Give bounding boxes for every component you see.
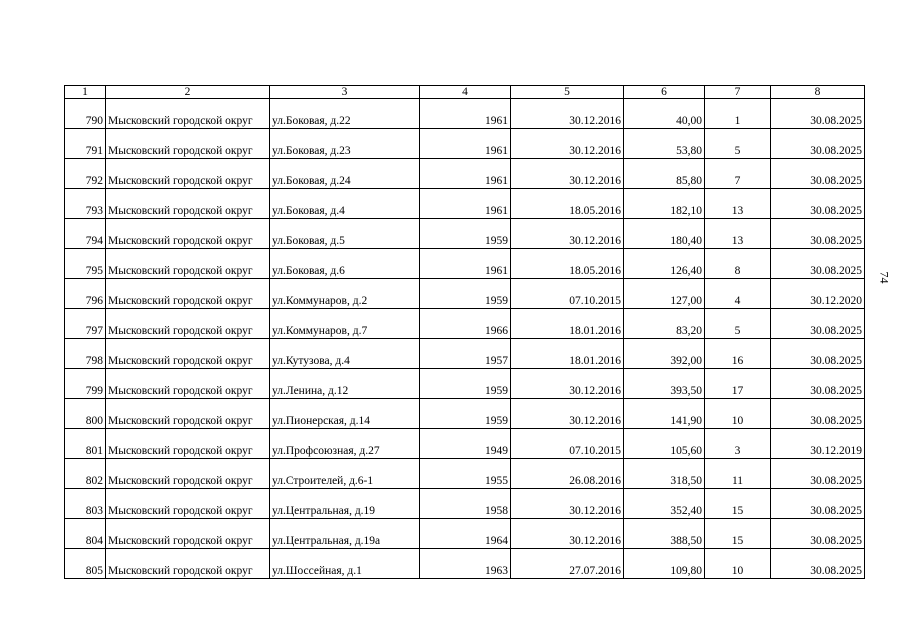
municipality-cell: Мысковский городской округ [106, 429, 270, 459]
area-cell: 83,20 [624, 309, 705, 339]
row-number-cell: 794 [65, 219, 106, 249]
area-cell: 318,50 [624, 459, 705, 489]
column-header: 7 [705, 86, 771, 99]
municipality-cell: Мысковский городской округ [106, 459, 270, 489]
count-cell: 10 [705, 549, 771, 579]
date-cell: 07.10.2015 [511, 429, 624, 459]
column-header: 2 [106, 86, 270, 99]
area-cell: 126,40 [624, 249, 705, 279]
row-number-cell: 790 [65, 99, 106, 129]
year-cell: 1949 [420, 429, 511, 459]
area-cell: 388,50 [624, 519, 705, 549]
municipality-cell: Мысковский городской округ [106, 549, 270, 579]
count-cell: 15 [705, 489, 771, 519]
column-header: 5 [511, 86, 624, 99]
count-cell: 3 [705, 429, 771, 459]
area-cell: 352,40 [624, 489, 705, 519]
due-date-cell: 30.08.2025 [771, 519, 865, 549]
year-cell: 1959 [420, 369, 511, 399]
table-row [65, 189, 865, 219]
area-cell: 182,10 [624, 189, 705, 219]
address-cell: ул.Пионерская, д.14 [270, 399, 420, 429]
area-cell: 85,80 [624, 159, 705, 189]
date-cell: 30.12.2016 [511, 99, 624, 129]
date-cell: 07.10.2015 [511, 279, 624, 309]
year-cell: 1957 [420, 339, 511, 369]
year-cell: 1959 [420, 219, 511, 249]
address-cell: ул.Строителей, д.6-1 [270, 459, 420, 489]
year-cell: 1958 [420, 489, 511, 519]
date-cell: 26.08.2016 [511, 459, 624, 489]
count-cell: 13 [705, 219, 771, 249]
count-cell: 11 [705, 459, 771, 489]
date-cell: 30.12.2016 [511, 159, 624, 189]
page-number: 74 [877, 271, 892, 284]
row-number-cell: 804 [65, 519, 106, 549]
table-row [65, 249, 865, 279]
table-row [65, 159, 865, 189]
municipality-cell: Мысковский городской округ [106, 129, 270, 159]
table-row [65, 549, 865, 579]
municipality-cell: Мысковский городской округ [106, 309, 270, 339]
date-cell: 30.12.2016 [511, 129, 624, 159]
column-header: 6 [624, 86, 705, 99]
row-number-cell: 797 [65, 309, 106, 339]
area-cell: 393,50 [624, 369, 705, 399]
column-header: 4 [420, 86, 511, 99]
table-row [65, 129, 865, 159]
row-number-cell: 801 [65, 429, 106, 459]
date-cell: 18.01.2016 [511, 309, 624, 339]
count-cell: 13 [705, 189, 771, 219]
table-row [65, 399, 865, 429]
table-row [65, 309, 865, 339]
table-row [65, 279, 865, 309]
due-date-cell: 30.08.2025 [771, 129, 865, 159]
address-cell: ул.Боковая, д.23 [270, 129, 420, 159]
address-cell: ул.Боковая, д.22 [270, 99, 420, 129]
count-cell: 8 [705, 249, 771, 279]
year-cell: 1955 [420, 459, 511, 489]
municipality-cell: Мысковский городской округ [106, 159, 270, 189]
date-cell: 30.12.2016 [511, 519, 624, 549]
table-row [65, 369, 865, 399]
table-row [65, 219, 865, 249]
due-date-cell: 30.08.2025 [771, 159, 865, 189]
address-cell: ул.Ленина, д.12 [270, 369, 420, 399]
date-cell: 30.12.2016 [511, 219, 624, 249]
row-number-cell: 796 [65, 279, 106, 309]
municipality-cell: Мысковский городской округ [106, 279, 270, 309]
table-row [65, 459, 865, 489]
due-date-cell: 30.08.2025 [771, 99, 865, 129]
address-cell: ул.Коммунаров, д.7 [270, 309, 420, 339]
due-date-cell: 30.08.2025 [771, 369, 865, 399]
municipality-cell: Мысковский городской округ [106, 369, 270, 399]
count-cell: 1 [705, 99, 771, 129]
due-date-cell: 30.08.2025 [771, 399, 865, 429]
area-cell: 180,40 [624, 219, 705, 249]
row-number-cell: 800 [65, 399, 106, 429]
row-number-cell: 805 [65, 549, 106, 579]
table-row [65, 489, 865, 519]
table-body [65, 99, 865, 579]
column-header: 1 [65, 86, 106, 99]
date-cell: 30.12.2016 [511, 399, 624, 429]
table-row [65, 339, 865, 369]
registry-table [64, 85, 865, 579]
year-cell: 1961 [420, 159, 511, 189]
year-cell: 1963 [420, 549, 511, 579]
row-number-cell: 793 [65, 189, 106, 219]
address-cell: ул.Профсоюзная, д.27 [270, 429, 420, 459]
due-date-cell: 30.08.2025 [771, 219, 865, 249]
date-cell: 18.05.2016 [511, 189, 624, 219]
area-cell: 127,00 [624, 279, 705, 309]
municipality-cell: Мысковский городской округ [106, 99, 270, 129]
due-date-cell: 30.08.2025 [771, 339, 865, 369]
row-number-cell: 798 [65, 339, 106, 369]
count-cell: 5 [705, 309, 771, 339]
area-cell: 392,00 [624, 339, 705, 369]
municipality-cell: Мысковский городской округ [106, 489, 270, 519]
count-cell: 4 [705, 279, 771, 309]
count-cell: 7 [705, 159, 771, 189]
municipality-cell: Мысковский городской округ [106, 519, 270, 549]
count-cell: 5 [705, 129, 771, 159]
year-cell: 1961 [420, 249, 511, 279]
column-header: 8 [771, 86, 865, 99]
header-row [65, 86, 865, 99]
municipality-cell: Мысковский городской округ [106, 339, 270, 369]
year-cell: 1961 [420, 129, 511, 159]
address-cell: ул.Боковая, д.4 [270, 189, 420, 219]
year-cell: 1964 [420, 519, 511, 549]
row-number-cell: 791 [65, 129, 106, 159]
date-cell: 18.01.2016 [511, 339, 624, 369]
year-cell: 1959 [420, 279, 511, 309]
count-cell: 15 [705, 519, 771, 549]
count-cell: 16 [705, 339, 771, 369]
address-cell: ул.Коммунаров, д.2 [270, 279, 420, 309]
address-cell: ул.Центральная, д.19а [270, 519, 420, 549]
municipality-cell: Мысковский городской округ [106, 399, 270, 429]
column-header: 3 [270, 86, 420, 99]
row-number-cell: 803 [65, 489, 106, 519]
address-cell: ул.Боковая, д.24 [270, 159, 420, 189]
row-number-cell: 802 [65, 459, 106, 489]
year-cell: 1959 [420, 399, 511, 429]
count-cell: 17 [705, 369, 771, 399]
row-number-cell: 799 [65, 369, 106, 399]
area-cell: 141,90 [624, 399, 705, 429]
municipality-cell: Мысковский городской округ [106, 189, 270, 219]
due-date-cell: 30.08.2025 [771, 309, 865, 339]
year-cell: 1966 [420, 309, 511, 339]
area-cell: 109,80 [624, 549, 705, 579]
date-cell: 27.07.2016 [511, 549, 624, 579]
due-date-cell: 30.08.2025 [771, 459, 865, 489]
date-cell: 30.12.2016 [511, 489, 624, 519]
address-cell: ул.Кутузова, д.4 [270, 339, 420, 369]
date-cell: 18.05.2016 [511, 249, 624, 279]
row-number-cell: 792 [65, 159, 106, 189]
due-date-cell: 30.08.2025 [771, 189, 865, 219]
due-date-cell: 30.12.2019 [771, 429, 865, 459]
table-row [65, 99, 865, 129]
address-cell: ул.Центральная, д.19 [270, 489, 420, 519]
municipality-cell: Мысковский городской округ [106, 219, 270, 249]
address-cell: ул.Боковая, д.5 [270, 219, 420, 249]
municipality-cell: Мысковский городской округ [106, 249, 270, 279]
due-date-cell: 30.12.2020 [771, 279, 865, 309]
address-cell: ул.Шоссейная, д.1 [270, 549, 420, 579]
year-cell: 1961 [420, 99, 511, 129]
address-cell: ул.Боковая, д.6 [270, 249, 420, 279]
table-row [65, 429, 865, 459]
due-date-cell: 30.08.2025 [771, 249, 865, 279]
area-cell: 105,60 [624, 429, 705, 459]
year-cell: 1961 [420, 189, 511, 219]
area-cell: 53,80 [624, 129, 705, 159]
due-date-cell: 30.08.2025 [771, 549, 865, 579]
table-row [65, 519, 865, 549]
count-cell: 10 [705, 399, 771, 429]
row-number-cell: 795 [65, 249, 106, 279]
due-date-cell: 30.08.2025 [771, 489, 865, 519]
area-cell: 40,00 [624, 99, 705, 129]
date-cell: 30.12.2016 [511, 369, 624, 399]
